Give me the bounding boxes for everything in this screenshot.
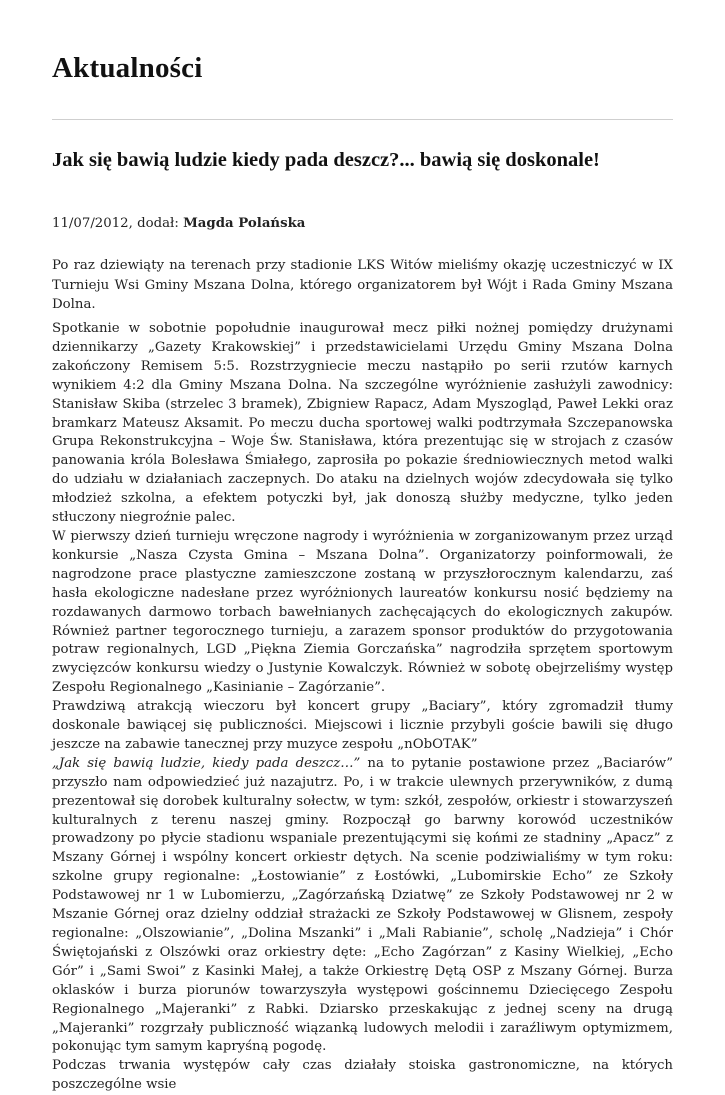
article-title[interactable]: Jak się bawią ludzie kiedy pada deszcz?... bawią się doskonale! [52,149,600,171]
article-paragraph: W pierwszy dzień turnieju wręczone nagrody i wyróżnienia w zorganizowanym przez urząd konkursie „Nasza Czysta Gmina – Mszana Dolna”. Organizatorzy poinformowali, że nagrodzone prace plastyczne zamieszczone zostaną w przyszłorocznym kalendarzu, zaś hasła ekologiczne nadesłane przez wyróżnionych laureatów konkursu nosić będziemy na rozdawanych darmowo torbach bawełnianych zachęcających do ekologicznych zakupów. Również partner tegorocznego turnieju, a zarazem sponsor produktów do przygotowania potraw regionalnych, LGD „Piękna Ziemia Gorczańska” nagrodziła sprzętem sportowym zwycięzców konkursu wiedzy o Justynie Kowalczyk. Również w sobotę obejrzeliśmy występ Zespołu Regionalnego „Kasinianie – Zagórzanie”. [52,528,673,696]
article-paragraph: Podczas trwania występów cały czas działały stoiska gastronomiczne, na których poszczególne wsie [52,1058,673,1093]
article-meta [52,214,305,234]
article-quote: „Jak się bawią ludzie, kiedy pada deszcz…” [52,755,361,771]
page-title: Aktualności [52,52,203,84]
article-intro: Po raz dziewiąty na terenach przy stadionie LKS Witów mieliśmy okazję uczestniczyć w IX Turnieju Wsi Gminy Mszana Dolna, którego organizatorem był Wójt i Rada Gminy Mszana Dolna. [52,258,673,313]
article-paragraph: Prawdziwą atrakcją wieczoru był koncert grupy „Baciary”, który zgromadził tłumy doskonale bawiącej się publiczności. Miejscowi i licznie przybyli goście bawili się długo jeszcze na zabawie tanecznej przy muzyce zespołu „nObOTAK” [52,699,673,752]
article-paragraph [52,755,673,1058]
article-body [52,320,673,1095]
article-paragraph: Spotkanie w sobotnie popołudnie inaugurował mecz piłki nożnej pomiędzy drużynami dziennikarzy „Gazety Krakowskiej” i przedstawicielami Urzędu Gminy Mszana Dolna zakończony Remisem 5:5. Rozstrzygniecie meczu nastąpiło po serii rzutów karnych wynikiem 4:2 dla Gminy Mszana Dolna. Na szczególne wyróżnienie zasłużyli zawodnicy: Stanisław Skiba (strzelec 3 bramek), Zbigniew Rapacz, Adam Myszogląd, Paweł Lekki oraz bramkarz Mateusz Aksamit. Po meczu ducha sportowej walki podtrzymała Szczepanowska Grupa Rekonstrukcyjna – Woje Św. Stanisława, która prezentując się w strojach z czasów panowania króla Bolesława Śmiałego, zaprosiła po pokazie średniowiecznych metod walki do udziału w działaniach zaczepnych. Do ataku na dzielnych wojów zdecydowała się tylko młodzież szkolna, a efektem potyczki był, jak donoszą służby medyczne, tylko jeden stłuczony niegroźnie palec. [52,321,673,526]
divider [52,119,673,120]
article-date: 11/07/2012, dodał: [52,216,184,231]
article-author[interactable]: Magda Polańska [183,216,306,231]
article-paragraph-text: na to pytanie postawione przez „Baciarów” przyszło nam odpowiedzieć już nazajutrz. Po, i w trakcie ulewnych przerywników, z dumą prezentował się dorobek kulturalny sołectw, w tym: szkół, zespołów, orkiestr i stowarzyszeń kulturalnych z terenu naszej gminy. Rozpoczął go barwny korowód uczestników prowadzony po płycie stadionu wspaniale prezentującymi się końmi ze stadniny „Apacz” z Mszany Górnej i wspólny koncert orkiestr dętych. Na scenie podziwialiśmy w tym roku: szkolne grupy regionalne: „Łostowianie” z Łostówki, „Lubomirskie Echo” ze Szkoły Podstawowej nr 1 w Lubomierzu, „Zagórzańską Dziatwę” ze Szkoły Podstawowej nr 2 w Mszanie Górnej oraz dzielny oddział strażacki ze Szkoły Podstawowej w Glisnem, zespoły regionalne: „Olszowianie”, „Dolina Mszanki” i „Mali Rabianie”, scholę „Nadzieja” i Chór Świętojański z Olszówki oraz orkiestry dęte: „Echo Zagórzan” z Kasiny Wielkiej, „Echo Gór” i „Sami Swoi” z Kasinki Małej, a także Orkiestrę Dętą OSP z Mszany Górnej. Burza oklasków i burza piorunów towarzyszyła występowi gościnnemu Dziecięcego Zespołu Regionalnego „Majeranki” z Rabki. Dziarsko przeskakując z jednej sceny na drugą „Majeranki” rozgrzały publiczność wiązanką ludowych melodii i zaraźliwym optymizmem, pokonując tym samym kapryśną pogodę. [52,755,673,1055]
